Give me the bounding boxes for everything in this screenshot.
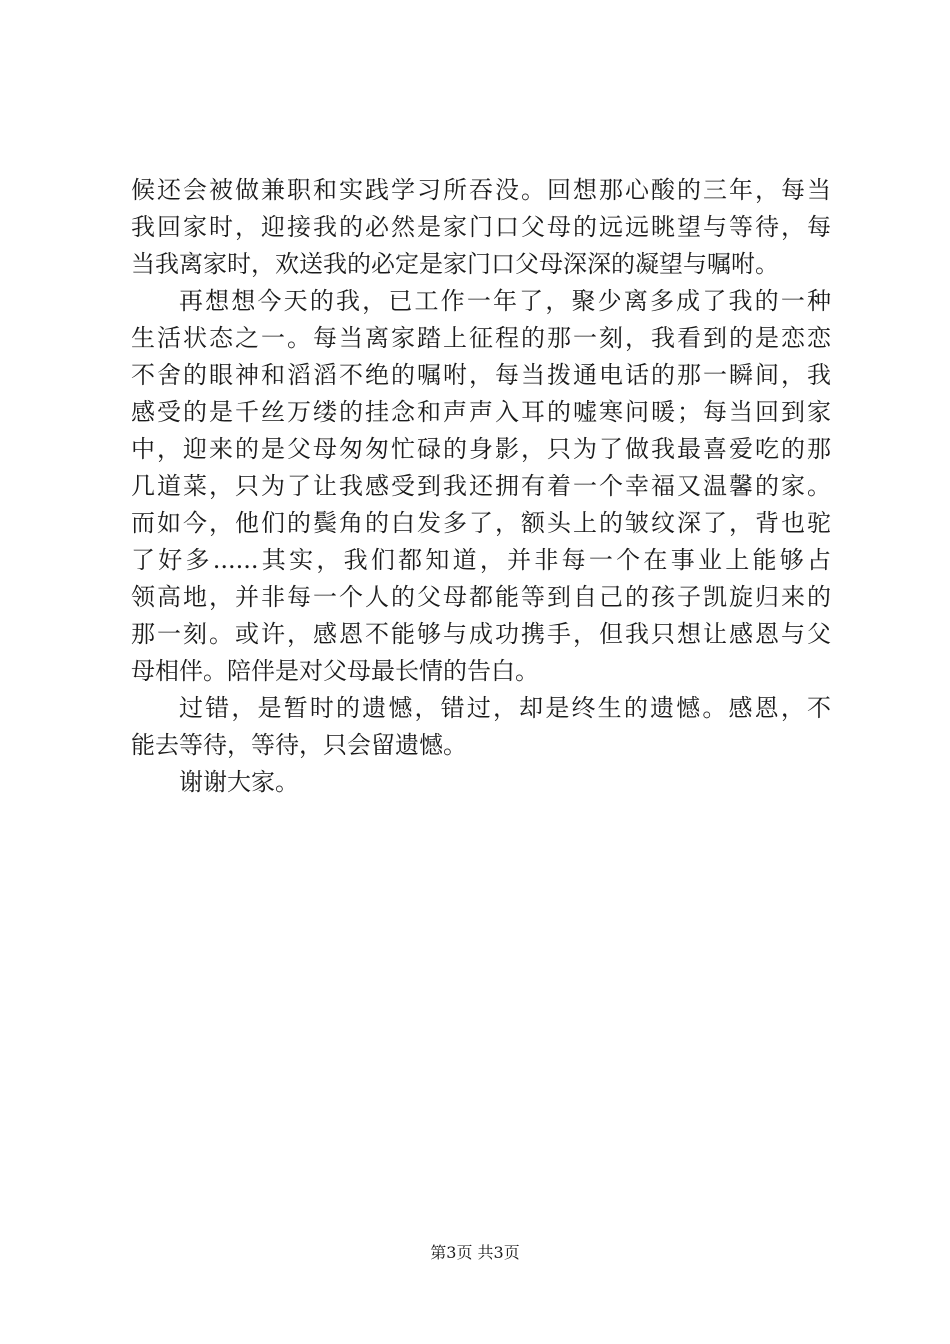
text-line: 过错，是暂时的遗憾，错过，却是终生的遗憾。感恩，不 bbox=[179, 694, 831, 722]
document-body bbox=[131, 172, 831, 801]
paragraph bbox=[131, 283, 831, 690]
text-line: 了好多......其实，我们都知道，并非每一个在事业上能够占 bbox=[131, 546, 831, 574]
text-line: 领高地，并非每一个人的父母都能等到自己的孩子凯旋归来的 bbox=[131, 583, 831, 611]
text-line: 当我离家时，欢送我的必定是家门口父母深深的凝望与嘱咐。 bbox=[131, 250, 779, 278]
text-line: 不舍的眼神和滔滔不绝的嘱咐，每当拨通电话的那一瞬间，我 bbox=[131, 361, 831, 389]
paragraph bbox=[131, 764, 831, 801]
text-line: 而如今，他们的鬓角的白发多了，额头上的皱纹深了，背也驼 bbox=[131, 509, 831, 537]
page-footer bbox=[0, 1242, 950, 1264]
text-line: 我回家时，迎接我的必然是家门口父母的远远眺望与等待，每 bbox=[131, 213, 831, 241]
paragraph bbox=[131, 690, 831, 764]
text-line: 谢谢大家。 bbox=[179, 768, 299, 796]
text-line: 再想想今天的我，已工作一年了，聚少离多成了我的一种 bbox=[179, 287, 831, 315]
text-line: 感受的是千丝万缕的挂念和声声入耳的嘘寒问暖；每当回到家 bbox=[131, 398, 831, 426]
text-line: 几道菜，只为了让我感受到我还拥有着一个幸福又温馨的家。 bbox=[131, 472, 831, 500]
paragraph bbox=[131, 172, 831, 283]
text-line: 候还会被做兼职和实践学习所吞没。回想那心酸的三年，每当 bbox=[131, 176, 831, 204]
text-line: 那一刻。或许，感恩不能够与成功携手，但我只想让感恩与父 bbox=[131, 620, 831, 648]
text-line: 能去等待，等待，只会留遗憾。 bbox=[131, 731, 467, 759]
text-line: 生活状态之一。每当离家踏上征程的那一刻，我看到的是恋恋 bbox=[131, 324, 831, 352]
text-line: 母相伴。陪伴是对父母最长情的告白。 bbox=[131, 657, 539, 685]
page-number-label: 第3页 共3页 bbox=[430, 1243, 520, 1262]
text-line: 中，迎来的是父母匆匆忙碌的身影，只为了做我最喜爱吃的那 bbox=[131, 435, 831, 463]
